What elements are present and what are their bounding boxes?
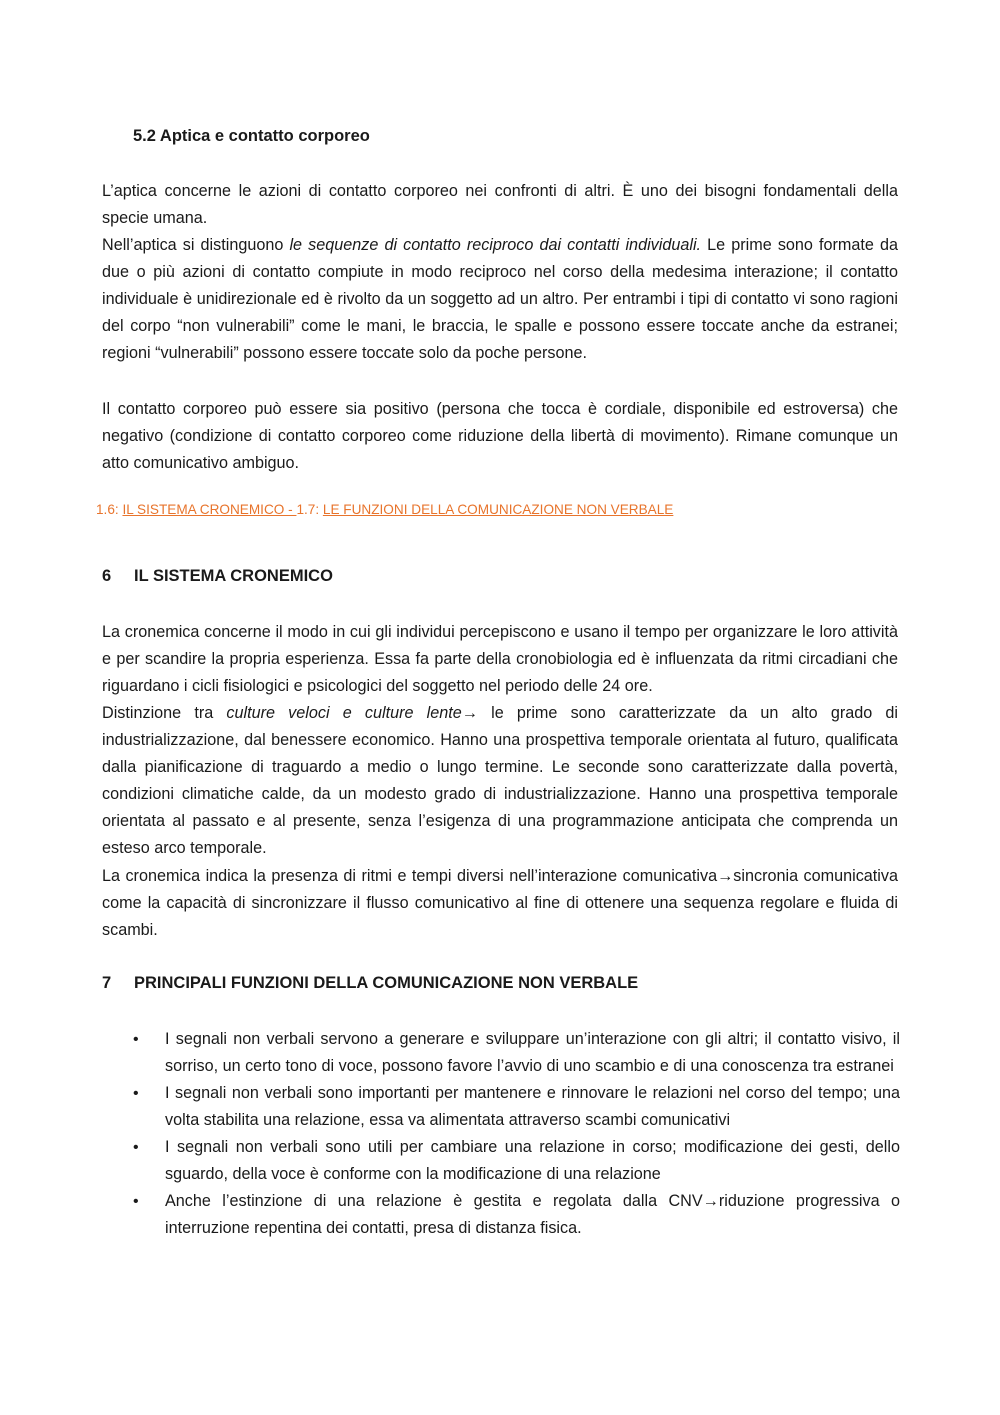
- link-sistema-cronemico[interactable]: IL SISTEMA CRONEMICO -: [122, 502, 297, 517]
- arrow-icon: →: [461, 704, 478, 722]
- bullet-icon: •: [133, 1031, 139, 1048]
- bullet-icon: •: [133, 1139, 139, 1156]
- list-item-text: I segnali non verbali servono a generare e sviluppare un’interazione con gli altri; il contatto visivo, il sorriso, un certo tono di voce, possono favore l’avvio di uno scambio e di una conoscenza tra estranei: [165, 1030, 900, 1075]
- section-7-number: 7: [102, 974, 112, 992]
- section-5-2-heading: [133, 127, 370, 146]
- bullet-icon: •: [133, 1085, 139, 1102]
- section-7-heading: [102, 974, 638, 993]
- section-5-2-title: 5.2 Aptica e contatto corporeo: [133, 127, 370, 145]
- list-item-text: I segnali non verbali sono utili per cambiare una relazione in corso; modificazione dei gesti, dello sguardo, della voce è conforme con la modificazione di una relazione: [165, 1138, 900, 1183]
- paragraph-text: Nell’aptica si distinguono: [102, 236, 290, 254]
- section-6-heading: [102, 567, 333, 586]
- section-6-number: 6: [102, 567, 112, 585]
- bullet-icon: •: [133, 1193, 139, 1210]
- paragraph-text: Distinzione tra: [102, 704, 227, 722]
- paragraph-text: Il contatto corporeo può essere sia positivo (persona che tocca è cordiale, disponibile ed estroversa) che negativo (condizione di contatto corporeo come riduzione della libertà di movimento). Rimane comunque un atto comunicativo ambiguo.: [102, 400, 898, 472]
- section-5-2-paragraph-3: [102, 396, 898, 477]
- section-6-paragraph-1: [102, 619, 898, 700]
- link-prefix: 1.7:: [296, 502, 323, 517]
- navigation-links: [96, 502, 673, 517]
- section-5-2-paragraph-2: [102, 232, 898, 367]
- functions-list: [102, 1026, 900, 1242]
- section-7-title: PRINCIPALI FUNZIONI DELLA COMUNICAZIONE NON VERBALE: [134, 974, 639, 992]
- list-item-text: I segnali non verbali sono importanti per mantenere e rinnovare le relazioni nel corso del tempo; una volta stabilita una relazione, essa va alimentata attraverso scambi comunicativi: [165, 1084, 900, 1129]
- italic-phrase: le sequenze di contatto reciproco dai contatti individuali.: [289, 236, 702, 254]
- section-6-paragraph-2: [102, 700, 898, 862]
- list-item: [102, 1026, 900, 1080]
- section-6-paragraph-3: [102, 863, 898, 944]
- paragraph-text: La cronemica indica la presenza di ritmi e tempi diversi nell’interazione comunicativa→sincronia comunicativa come la capacità di sincronizzare il flusso comunicativo al fine di ottenere una sequenza regolare e fluida di scambi.: [102, 867, 898, 939]
- list-item: [102, 1134, 900, 1188]
- paragraph-text: le prime sono caratterizzate da un alto grado di industrializzazione, dal benessere economico. Hanno una prospettiva temporale orientata al futuro, qualificata dalla pianificazione di traguardo a medio o lungo termine. Le seconde sono caratterizzate dalla povertà, condizioni climatiche calde, da un modesto grado di industrializzazione. Hanno una prospettiva temporale orientata al passato e al presente, senza l’esigenza di una programmazione anticipata che comprenda un esteso arco temporale.: [102, 704, 899, 857]
- paragraph-text: Le prime sono formate da due o più azioni di contatto compiute in modo reciproco nel corso della medesima interazione; il contatto individuale è unidirezionale ed è rivolto da un soggetto ad un altro. Per entrambi i tipi di contatto vi sono ragioni del corpo “non vulnerabili” come le mani, le braccia, le spalle e possono essere toccate anche da estranei; regioni “vulnerabili” possono essere toccate solo da poche persone.: [102, 236, 898, 362]
- list-item-text: Anche l’estinzione di una relazione è gestita e regolata dalla CNV→riduzione progressiva o interruzione repentina dei contatti, presa di distanza fisica.: [165, 1192, 900, 1237]
- italic-phrase: culture veloci e culture lente: [226, 704, 462, 722]
- paragraph-text: L’aptica concerne le azioni di contatto corporeo nei confronti di altri. È uno dei bisogni fondamentali della specie umana.: [102, 182, 898, 227]
- link-prefix: 1.6:: [96, 502, 123, 517]
- link-funzioni-comunicazione[interactable]: LE FUNZIONI DELLA COMUNICAZIONE NON VERBALE: [322, 502, 674, 517]
- paragraph-text: La cronemica concerne il modo in cui gli individui percepiscono e usano il tempo per organizzare le loro attività e per scandire la propria esperienza. Essa fa parte della cronobiologia ed è influenzata da ritmi circadiani che riguardano i cicli fisiologici e psicologici del soggetto nel periodo delle 24 ore.: [102, 623, 898, 695]
- list-item: [102, 1080, 900, 1134]
- section-6-title: IL SISTEMA CRONEMICO: [134, 567, 333, 585]
- section-5-2-paragraph-1: [102, 178, 898, 232]
- list-item: [102, 1188, 900, 1242]
